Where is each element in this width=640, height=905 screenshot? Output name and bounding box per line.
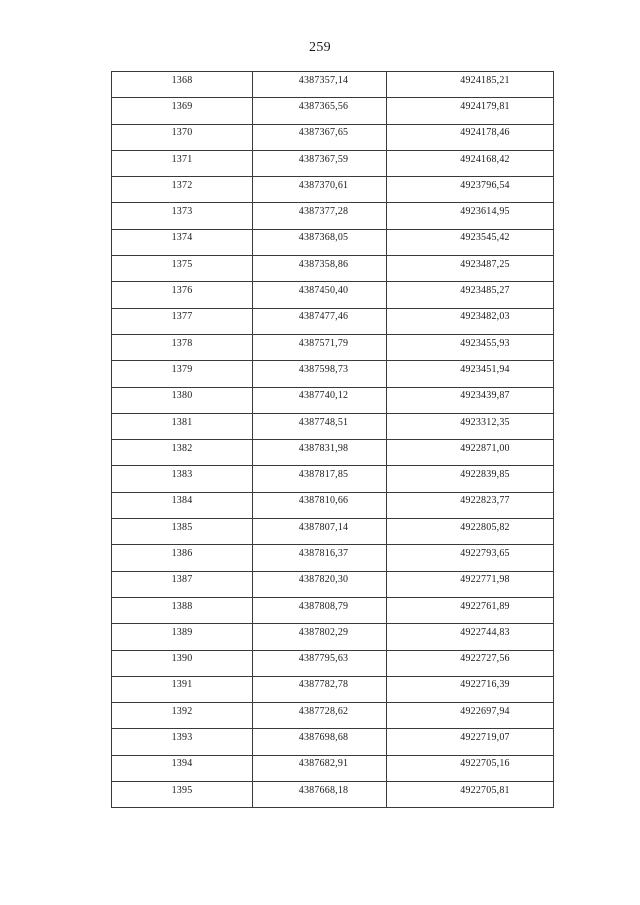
x-coordinate-cell: 4387808,79	[253, 597, 387, 623]
point-number-cell: 1392	[112, 703, 253, 729]
table-row	[112, 703, 554, 729]
x-coordinate-cell: 4387820,30	[253, 571, 387, 597]
x-coordinate-cell: 4387571,79	[253, 334, 387, 360]
x-coordinate-cell: 4387367,59	[253, 150, 387, 176]
point-number-cell: 1390	[112, 650, 253, 676]
x-coordinate-cell: 4387370,61	[253, 177, 387, 203]
point-number-cell: 1383	[112, 466, 253, 492]
point-number-cell: 1385	[112, 519, 253, 545]
table-row	[112, 624, 554, 650]
y-coordinate-cell: 4922871,00	[387, 440, 554, 466]
table-row	[112, 387, 554, 413]
table-row	[112, 150, 554, 176]
point-number-cell: 1391	[112, 676, 253, 702]
table-row	[112, 755, 554, 781]
y-coordinate-cell: 4922823,77	[387, 492, 554, 518]
y-coordinate-cell: 4923451,94	[387, 361, 554, 387]
x-coordinate-cell: 4387668,18	[253, 782, 387, 808]
table-row	[112, 203, 554, 229]
y-coordinate-cell: 4923485,27	[387, 282, 554, 308]
y-coordinate-cell: 4922771,98	[387, 571, 554, 597]
table-row	[112, 440, 554, 466]
table-row	[112, 650, 554, 676]
table-row	[112, 597, 554, 623]
x-coordinate-cell: 4387807,14	[253, 519, 387, 545]
x-coordinate-cell: 4387682,91	[253, 755, 387, 781]
point-number-cell: 1373	[112, 203, 253, 229]
table-row	[112, 334, 554, 360]
coordinates-table	[111, 71, 554, 808]
point-number-cell: 1389	[112, 624, 253, 650]
point-number-cell: 1371	[112, 150, 253, 176]
x-coordinate-cell: 4387748,51	[253, 413, 387, 439]
point-number-cell: 1379	[112, 361, 253, 387]
y-coordinate-cell: 4922697,94	[387, 703, 554, 729]
y-coordinate-cell: 4924178,46	[387, 124, 554, 150]
table-row	[112, 466, 554, 492]
table-row	[112, 492, 554, 518]
point-number-cell: 1395	[112, 782, 253, 808]
y-coordinate-cell: 4924179,81	[387, 98, 554, 124]
page-number: 259	[309, 40, 331, 55]
table-row	[112, 729, 554, 755]
x-coordinate-cell: 4387698,68	[253, 729, 387, 755]
table-row	[112, 571, 554, 597]
y-coordinate-cell: 4922716,39	[387, 676, 554, 702]
table-row	[112, 308, 554, 334]
x-coordinate-cell: 4387795,63	[253, 650, 387, 676]
x-coordinate-cell: 4387728,62	[253, 703, 387, 729]
point-number-cell: 1374	[112, 229, 253, 255]
y-coordinate-cell: 4923487,25	[387, 256, 554, 282]
point-number-cell: 1394	[112, 755, 253, 781]
point-number-cell: 1370	[112, 124, 253, 150]
point-number-cell: 1393	[112, 729, 253, 755]
y-coordinate-cell: 4922839,85	[387, 466, 554, 492]
point-number-cell: 1387	[112, 571, 253, 597]
table-row	[112, 72, 554, 98]
y-coordinate-cell: 4922719,07	[387, 729, 554, 755]
point-number-cell: 1380	[112, 387, 253, 413]
table-row	[112, 229, 554, 255]
y-coordinate-cell: 4924168,42	[387, 150, 554, 176]
table-row	[112, 545, 554, 571]
y-coordinate-cell: 4923482,03	[387, 308, 554, 334]
point-number-cell: 1368	[112, 72, 253, 98]
table-row	[112, 256, 554, 282]
y-coordinate-cell: 4922727,56	[387, 650, 554, 676]
point-number-cell: 1382	[112, 440, 253, 466]
x-coordinate-cell: 4387477,46	[253, 308, 387, 334]
x-coordinate-cell: 4387831,98	[253, 440, 387, 466]
y-coordinate-cell: 4922705,16	[387, 755, 554, 781]
table-row	[112, 519, 554, 545]
table-row	[112, 413, 554, 439]
point-number-cell: 1381	[112, 413, 253, 439]
y-coordinate-cell: 4923545,42	[387, 229, 554, 255]
x-coordinate-cell: 4387368,05	[253, 229, 387, 255]
point-number-cell: 1388	[112, 597, 253, 623]
table-row	[112, 782, 554, 808]
point-number-cell: 1377	[112, 308, 253, 334]
y-coordinate-cell: 4922761,89	[387, 597, 554, 623]
table-row	[112, 361, 554, 387]
x-coordinate-cell: 4387357,14	[253, 72, 387, 98]
x-coordinate-cell: 4387367,65	[253, 124, 387, 150]
table-row	[112, 282, 554, 308]
y-coordinate-cell: 4923614,95	[387, 203, 554, 229]
point-number-cell: 1384	[112, 492, 253, 518]
table-row	[112, 124, 554, 150]
x-coordinate-cell: 4387358,86	[253, 256, 387, 282]
x-coordinate-cell: 4387365,56	[253, 98, 387, 124]
y-coordinate-cell: 4922805,82	[387, 519, 554, 545]
x-coordinate-cell: 4387816,37	[253, 545, 387, 571]
point-number-cell: 1376	[112, 282, 253, 308]
point-number-cell: 1372	[112, 177, 253, 203]
x-coordinate-cell: 4387802,29	[253, 624, 387, 650]
x-coordinate-cell: 4387810,66	[253, 492, 387, 518]
y-coordinate-cell: 4922793,65	[387, 545, 554, 571]
x-coordinate-cell: 4387740,12	[253, 387, 387, 413]
y-coordinate-cell: 4923439,87	[387, 387, 554, 413]
x-coordinate-cell: 4387377,28	[253, 203, 387, 229]
point-number-cell: 1378	[112, 334, 253, 360]
y-coordinate-cell: 4923796,54	[387, 177, 554, 203]
x-coordinate-cell: 4387817,85	[253, 466, 387, 492]
y-coordinate-cell: 4923455,93	[387, 334, 554, 360]
point-number-cell: 1386	[112, 545, 253, 571]
table-row	[112, 98, 554, 124]
y-coordinate-cell: 4922705,81	[387, 782, 554, 808]
x-coordinate-cell: 4387782,78	[253, 676, 387, 702]
y-coordinate-cell: 4922744,83	[387, 624, 554, 650]
point-number-cell: 1369	[112, 98, 253, 124]
table-row	[112, 676, 554, 702]
x-coordinate-cell: 4387598,73	[253, 361, 387, 387]
x-coordinate-cell: 4387450,40	[253, 282, 387, 308]
y-coordinate-cell: 4923312,35	[387, 413, 554, 439]
point-number-cell: 1375	[112, 256, 253, 282]
table-row	[112, 177, 554, 203]
coordinates-table-body	[112, 72, 554, 808]
y-coordinate-cell: 4924185,21	[387, 72, 554, 98]
